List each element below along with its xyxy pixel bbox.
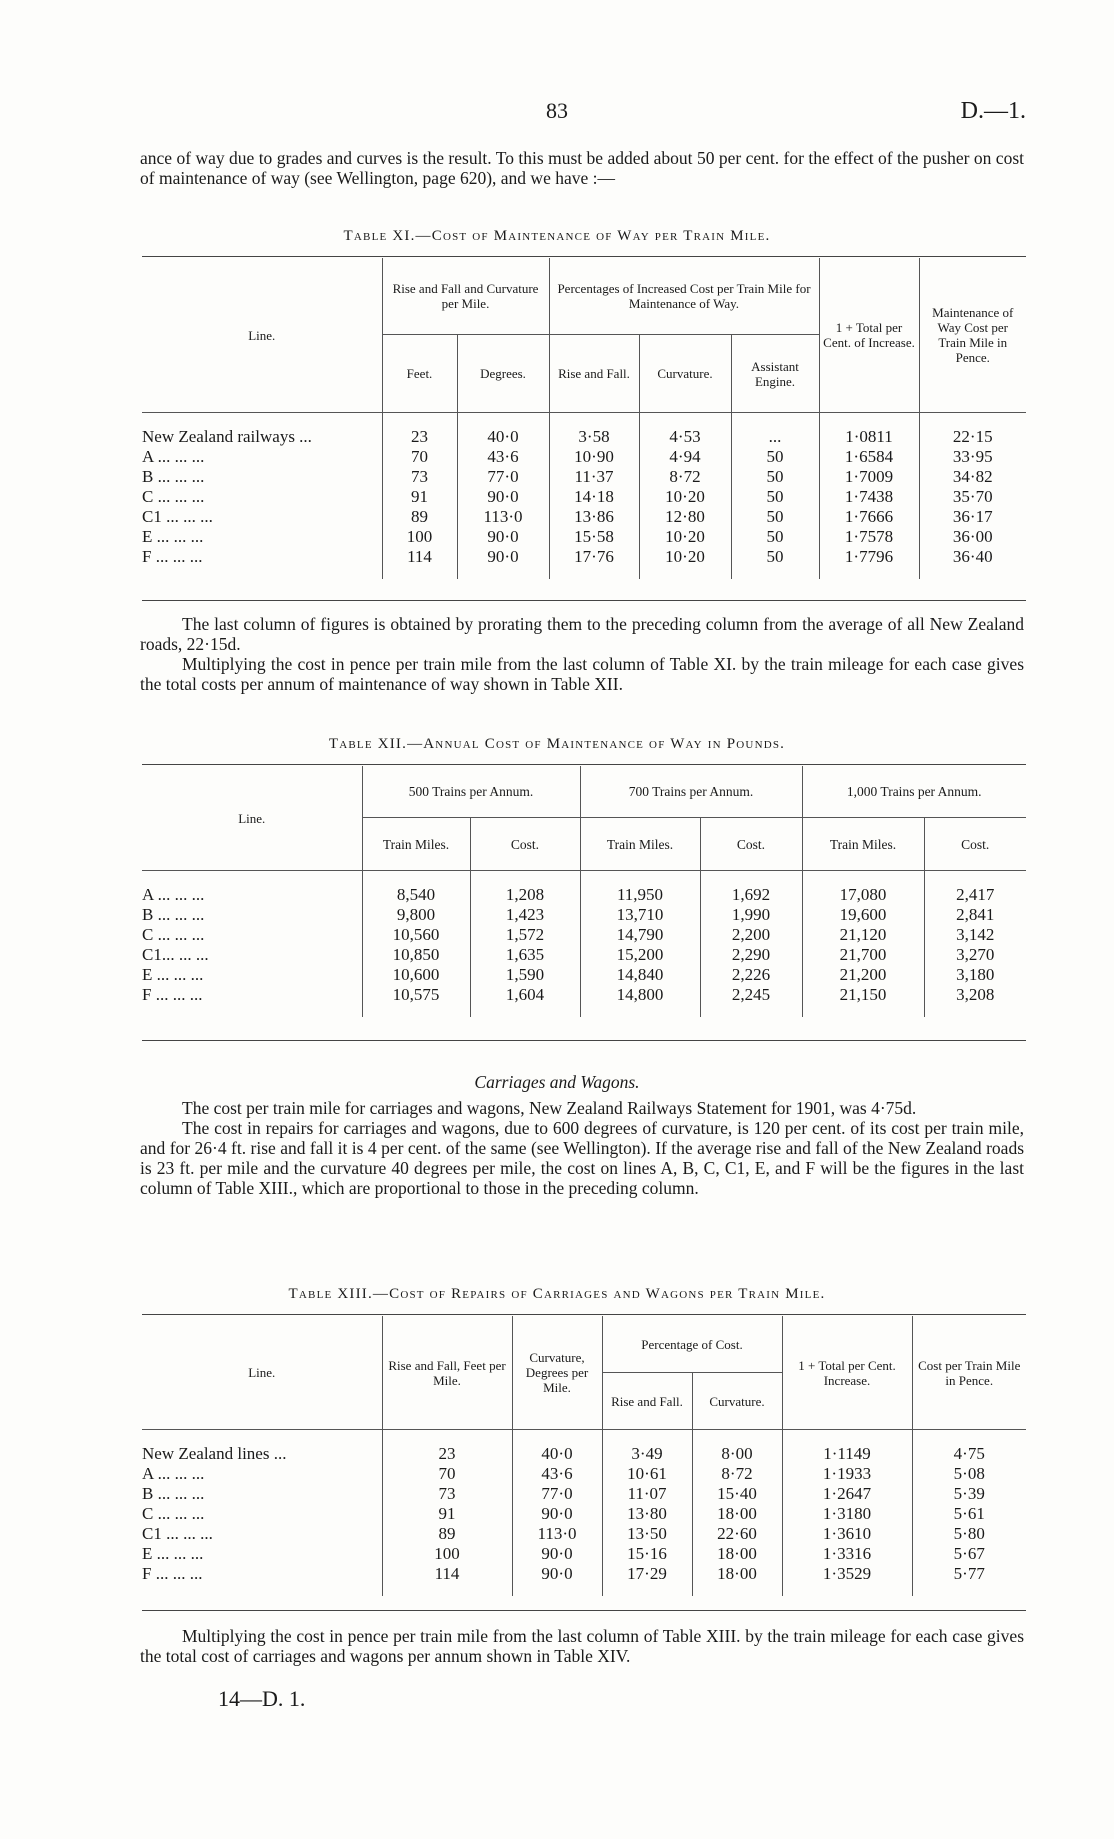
table-row — [142, 885, 1026, 905]
table11-cell-degrees: 90·0 — [457, 547, 549, 567]
table13-cell-feet: 23 — [382, 1444, 512, 1464]
table13-cell-feet: 100 — [382, 1544, 512, 1564]
table12-caption: Table XII.—Annual Cost of Maintenance of Way in Pounds. — [328, 736, 786, 752]
table11-cell-cost: 36·17 — [919, 507, 1026, 527]
table11-cell-total: 1·0811 — [819, 427, 919, 447]
table13-cell-cost: 5·61 — [912, 1504, 1026, 1524]
table12-cell-c500: 1,604 — [470, 985, 580, 1005]
table12-header-cost-1000: Cost. — [924, 818, 1026, 871]
table12-header-cost-700: Cost. — [700, 818, 802, 871]
table12-top-spacer — [142, 871, 1026, 886]
table12-cell-c1000: 3,142 — [924, 925, 1026, 945]
table13-cell-line: New Zealand lines ... — [142, 1444, 287, 1463]
table13-cell-cost: 5·80 — [912, 1524, 1026, 1544]
table13-cell-total: 1·3180 — [782, 1504, 912, 1524]
table11-cell-curv: 8·72 — [639, 467, 731, 487]
carriages-text-1: The cost per train mile for carriages and wagons, New Zealand Railways Statement for 1901, was 4·75d. — [182, 1098, 917, 1118]
table13-header-total: 1 + Total per Cent. Increase. — [782, 1316, 912, 1430]
table13-cell-line: B ... ... ... — [142, 1484, 205, 1503]
table13-cell-total: 1·3610 — [782, 1524, 912, 1544]
table12-header-train-miles-500: Train Miles. — [362, 818, 470, 871]
table12-cell-m500: 8,540 — [362, 885, 470, 905]
table-row — [142, 1444, 1026, 1464]
table13-header-curvature-degrees: Curvature, Degrees per Mile. — [512, 1316, 602, 1430]
table11-top-rule — [142, 256, 1026, 257]
table-row — [142, 1504, 1026, 1524]
table11-cell-line: C ... ... ... — [142, 487, 205, 506]
table13-header-curvature: Curvature. — [692, 1373, 782, 1430]
table11-cell-rise: 10·90 — [549, 447, 639, 467]
table13-cell-rise: 15·16 — [602, 1544, 692, 1564]
table13-cell-rise: 10·61 — [602, 1464, 692, 1484]
table13-top-spacer — [142, 1430, 1026, 1445]
table11 — [142, 258, 1026, 579]
table12-cell-m700: 13,710 — [580, 905, 700, 925]
table13-bottom-rule — [142, 1610, 1026, 1611]
table-row — [142, 507, 1026, 527]
table11-cell-curv: 10·20 — [639, 527, 731, 547]
table13-cell-curv: 18·00 — [692, 1504, 782, 1524]
table12-cell-c500: 1,208 — [470, 885, 580, 905]
mid-text-1: The last column of figures is obtained by prorating them to the preceding column from the average of all New Zealand roads, 22·15d. — [140, 614, 1024, 654]
table11-cell-total: 1·7578 — [819, 527, 919, 547]
table13-cell-line: C1 ... ... ... — [142, 1524, 213, 1543]
table13-cell-total: 1·1149 — [782, 1444, 912, 1464]
table-row — [142, 487, 1026, 507]
table12-bottom-rule — [142, 1040, 1026, 1041]
table12-cell-m1000: 17,080 — [802, 885, 924, 905]
table13-caption: Table XIII.—Cost of Repairs of Carriages and Wagons per Train Mile. — [288, 1286, 826, 1302]
table-row — [142, 1484, 1026, 1504]
table11-body — [142, 413, 1026, 580]
table11-cell-degrees: 113·0 — [457, 507, 549, 527]
table11-cell-rise: 15·58 — [549, 527, 639, 547]
table11-header-degrees: Degrees. — [457, 335, 549, 413]
table11-cell-rise: 11·37 — [549, 467, 639, 487]
document-reference: D.—1. — [960, 98, 1026, 124]
table12-cell-line: E ... ... ... — [142, 965, 204, 984]
table11-cell-cost: 35·70 — [919, 487, 1026, 507]
table12-cell-m500: 10,560 — [362, 925, 470, 945]
table11-caption: Table XI.—Cost of Maintenance of Way per Train Mile. — [343, 228, 771, 244]
table13-cell-curv: 15·40 — [692, 1484, 782, 1504]
table11-cell-assist: 50 — [731, 527, 819, 547]
table12-cell-c500: 1,590 — [470, 965, 580, 985]
table12-header-500: 500 Trains per Annum. — [362, 766, 580, 818]
table11-cell-line: A ... ... ... — [142, 447, 205, 466]
table11-cell-assist: 50 — [731, 487, 819, 507]
table11-cell-assist: 50 — [731, 467, 819, 487]
table13-header-rise-fall: Rise and Fall. — [602, 1373, 692, 1430]
table11-cell-curv: 10·20 — [639, 547, 731, 567]
table11-cell-rise: 3·58 — [549, 427, 639, 447]
table13-cell-degrees: 40·0 — [512, 1444, 602, 1464]
table12-header-1000: 1,000 Trains per Annum. — [802, 766, 1026, 818]
table-row — [142, 1564, 1026, 1584]
table11-bottom-rule — [142, 600, 1026, 601]
table12-cell-c500: 1,572 — [470, 925, 580, 945]
table11-cell-cost: 33·95 — [919, 447, 1026, 467]
table11-cell-rise: 14·18 — [549, 487, 639, 507]
table13-cell-total: 1·3316 — [782, 1544, 912, 1564]
table11-cell-total: 1·7796 — [819, 547, 919, 567]
table13-cell-line: F ... ... ... — [142, 1564, 203, 1583]
table11-cell-feet: 23 — [382, 427, 457, 447]
table12-cell-c1000: 3,270 — [924, 945, 1026, 965]
table-row — [142, 1524, 1026, 1544]
table11-cell-feet: 100 — [382, 527, 457, 547]
table11-cell-assist: 50 — [731, 547, 819, 567]
table-row — [142, 467, 1026, 487]
table11-cell-curv: 4·94 — [639, 447, 731, 467]
table13-cell-rise: 17·29 — [602, 1564, 692, 1584]
table11-header-line: Line. — [142, 258, 382, 413]
table12-header-train-miles-1000: Train Miles. — [802, 818, 924, 871]
table13-cell-cost: 5·08 — [912, 1464, 1026, 1484]
table-row — [142, 925, 1026, 945]
carriages-paragraphs — [140, 1098, 1024, 1198]
table12-cell-c1000: 2,841 — [924, 905, 1026, 925]
table13-cell-feet: 70 — [382, 1464, 512, 1484]
table-row — [142, 985, 1026, 1005]
table12-cell-m1000: 21,700 — [802, 945, 924, 965]
table11-cell-total: 1·7666 — [819, 507, 919, 527]
table13-cell-curv: 8·00 — [692, 1444, 782, 1464]
table12-cell-m500: 10,850 — [362, 945, 470, 965]
intro-paragraph — [140, 148, 1024, 188]
mid-paragraphs — [140, 614, 1024, 694]
table13-cell-line: A ... ... ... — [142, 1464, 205, 1483]
table11-cell-rise: 13·86 — [549, 507, 639, 527]
table12-cell-m500: 10,600 — [362, 965, 470, 985]
table13-cell-feet: 91 — [382, 1504, 512, 1524]
table12-cell-c1000: 3,180 — [924, 965, 1026, 985]
table12-cell-c700: 2,200 — [700, 925, 802, 945]
table13-cell-curv: 8·72 — [692, 1464, 782, 1484]
table11-cell-feet: 89 — [382, 507, 457, 527]
table11-header-feet: Feet. — [382, 335, 457, 413]
table12-cell-line: C1... ... ... — [142, 945, 209, 964]
table13-cell-degrees: 43·6 — [512, 1464, 602, 1484]
table13-cell-rise: 13·50 — [602, 1524, 692, 1544]
table11-cell-feet: 114 — [382, 547, 457, 567]
table13 — [142, 1316, 1026, 1596]
table13-cell-cost: 5·77 — [912, 1564, 1026, 1584]
table11-cell-cost: 36·00 — [919, 527, 1026, 547]
table13-cell-degrees: 77·0 — [512, 1484, 602, 1504]
table12-cell-c700: 2,290 — [700, 945, 802, 965]
table-row — [142, 447, 1026, 467]
table11-cell-rise: 17·76 — [549, 547, 639, 567]
table12-cell-c700: 2,226 — [700, 965, 802, 985]
table13-header-cost: Cost per Train Mile in Pence. — [912, 1316, 1026, 1430]
table11-cell-total: 1·7009 — [819, 467, 919, 487]
table13-cell-cost: 4·75 — [912, 1444, 1026, 1464]
closing-text: Multiplying the cost in pence per train mile from the last column of Table XIII. by the train mileage for each case gives the total cost of carriages and wagons per annum shown in Table XIV. — [140, 1626, 1024, 1666]
table13-cell-line: E ... ... ... — [142, 1544, 204, 1563]
table12-cell-m700: 14,800 — [580, 985, 700, 1005]
table12-header-cost-500: Cost. — [470, 818, 580, 871]
carriages-heading: Carriages and Wagons. — [474, 1072, 640, 1092]
table13-cell-curv: 18·00 — [692, 1544, 782, 1564]
table13-cell-degrees: 113·0 — [512, 1524, 602, 1544]
table-row — [142, 905, 1026, 925]
table11-header-total: 1 + Total per Cent. of Increase. — [819, 258, 919, 413]
table12-cell-m1000: 21,150 — [802, 985, 924, 1005]
table11-cell-line: E ... ... ... — [142, 527, 204, 546]
table12-cell-c1000: 2,417 — [924, 885, 1026, 905]
intro-text: ance of way due to grades and curves is the result. To this must be added about 50 per cent. for the effect of the pusher on cost of maintenance of way (see Wellington, page 620), and we have :— — [140, 148, 1024, 188]
page-signature: 14—D. 1. — [218, 1686, 306, 1711]
table12-cell-m1000: 21,120 — [802, 925, 924, 945]
table12-cell-line: A ... ... ... — [142, 885, 205, 904]
table12-cell-m500: 10,575 — [362, 985, 470, 1005]
table12-cell-c500: 1,635 — [470, 945, 580, 965]
table13-cell-total: 1·1933 — [782, 1464, 912, 1484]
table12-header-line: Line. — [142, 766, 362, 871]
table11-cell-cost: 22·15 — [919, 427, 1026, 447]
table12-cell-c1000: 3,208 — [924, 985, 1026, 1005]
carriages-text-2: The cost in repairs for carriages and wagons, due to 600 degrees of curvature, is 120 per cent. of its cost per train mile, and for 26·4 ft. rise and fall it is 4 per cent. of the same (see Wellington). If the average rise and fall of the New Zealand roads is 23 ft. per mile and the curvature 40 degrees per mile, the cost on lines A, B, C, C1, E, and F will be the figures in the last column of Table XIII., which are proportional to those in the preceding column. — [140, 1118, 1024, 1198]
table-row — [142, 965, 1026, 985]
table11-cell-curv: 10·20 — [639, 487, 731, 507]
table11-cell-degrees: 90·0 — [457, 487, 549, 507]
table13-cell-line: C ... ... ... — [142, 1504, 205, 1523]
table12-cell-c700: 2,245 — [700, 985, 802, 1005]
table12-bottom-spacer — [142, 1005, 1026, 1017]
table12-cell-c700: 1,692 — [700, 885, 802, 905]
table13-cell-total: 1·3529 — [782, 1564, 912, 1584]
table11-cell-line: C1 ... ... ... — [142, 507, 213, 526]
table12-top-rule — [142, 764, 1026, 765]
table-row — [142, 527, 1026, 547]
table12-cell-m700: 15,200 — [580, 945, 700, 965]
table13-cell-rise: 13·80 — [602, 1504, 692, 1524]
table13-cell-feet: 114 — [382, 1564, 512, 1584]
table11-cell-degrees: 40·0 — [457, 427, 549, 447]
table12-body — [142, 871, 1026, 1018]
table11-header-assistant: Assistant Engine. — [731, 335, 819, 413]
table11-header-percentages: Percentages of Increased Cost per Train Mile for Maintenance of Way. — [549, 258, 819, 335]
page-number: 83 — [546, 98, 568, 123]
table11-cell-degrees: 77·0 — [457, 467, 549, 487]
mid-text-2: Multiplying the cost in pence per train mile from the last column of Table XI. by the train mileage for each case gives the total costs per annum of maintenance of way shown in Table XII. — [140, 654, 1024, 694]
table13-cell-cost: 5·67 — [912, 1544, 1026, 1564]
table11-cell-line: F ... ... ... — [142, 547, 203, 566]
table12-cell-c500: 1,423 — [470, 905, 580, 925]
table13-cell-degrees: 90·0 — [512, 1564, 602, 1584]
table11-cell-feet: 70 — [382, 447, 457, 467]
table11-cell-degrees: 43·6 — [457, 447, 549, 467]
table13-header-line: Line. — [142, 1316, 382, 1430]
table13-header-rise-fall-feet: Rise and Fall, Feet per Mile. — [382, 1316, 512, 1430]
table13-header-percentage: Percentage of Cost. — [602, 1316, 782, 1373]
table11-cell-assist: 50 — [731, 447, 819, 467]
table13-cell-feet: 89 — [382, 1524, 512, 1544]
table11-cell-cost: 36·40 — [919, 547, 1026, 567]
closing-paragraph — [140, 1626, 1024, 1666]
table-row — [142, 945, 1026, 965]
table11-cell-total: 1·7438 — [819, 487, 919, 507]
table13-cell-rise: 11·07 — [602, 1484, 692, 1504]
table-row — [142, 547, 1026, 567]
table12-cell-m700: 11,950 — [580, 885, 700, 905]
table12-cell-c700: 1,990 — [700, 905, 802, 925]
table11-cell-curv: 4·53 — [639, 427, 731, 447]
table11-cell-feet: 73 — [382, 467, 457, 487]
table12-header-train-miles-700: Train Miles. — [580, 818, 700, 871]
table11-cell-assist: ... — [731, 427, 819, 447]
table13-cell-curv: 22·60 — [692, 1524, 782, 1544]
table-row — [142, 1464, 1026, 1484]
table13-cell-curv: 18·00 — [692, 1564, 782, 1584]
table12-header-700: 700 Trains per Annum. — [580, 766, 802, 818]
table11-cell-line: New Zealand railways ... — [142, 427, 312, 446]
table12-cell-line: F ... ... ... — [142, 985, 203, 1004]
table11-cell-degrees: 90·0 — [457, 527, 549, 547]
table13-top-rule — [142, 1314, 1026, 1315]
table11-cell-assist: 50 — [731, 507, 819, 527]
table11-header-maintenance: Maintenance of Way Cost per Train Mile in Pence. — [919, 258, 1026, 413]
table12-cell-line: C ... ... ... — [142, 925, 205, 944]
table12-cell-m700: 14,840 — [580, 965, 700, 985]
table12-cell-line: B ... ... ... — [142, 905, 205, 924]
table12-cell-m700: 14,790 — [580, 925, 700, 945]
table13-body — [142, 1430, 1026, 1597]
table-row — [142, 1544, 1026, 1564]
table13-cell-rise: 3·49 — [602, 1444, 692, 1464]
table11-header-curvature: Curvature. — [639, 335, 731, 413]
table12-cell-m1000: 19,600 — [802, 905, 924, 925]
table11-cell-line: B ... ... ... — [142, 467, 205, 486]
table11-cell-feet: 91 — [382, 487, 457, 507]
table13-cell-degrees: 90·0 — [512, 1544, 602, 1564]
table13-cell-degrees: 90·0 — [512, 1504, 602, 1524]
table11-cell-curv: 12·80 — [639, 507, 731, 527]
table13-cell-cost: 5·39 — [912, 1484, 1026, 1504]
table11-cell-cost: 34·82 — [919, 467, 1026, 487]
table13-cell-total: 1·2647 — [782, 1484, 912, 1504]
table12 — [142, 766, 1026, 1017]
table13-cell-feet: 73 — [382, 1484, 512, 1504]
table11-cell-total: 1·6584 — [819, 447, 919, 467]
table-row — [142, 427, 1026, 447]
table11-bottom-spacer — [142, 567, 1026, 579]
table11-top-spacer — [142, 413, 1026, 428]
table11-header-rise-curv: Rise and Fall and Curvature per Mile. — [382, 258, 549, 335]
table12-cell-m500: 9,800 — [362, 905, 470, 925]
table13-bottom-spacer — [142, 1584, 1026, 1596]
table12-cell-m1000: 21,200 — [802, 965, 924, 985]
table11-header-rise-fall: Rise and Fall. — [549, 335, 639, 413]
